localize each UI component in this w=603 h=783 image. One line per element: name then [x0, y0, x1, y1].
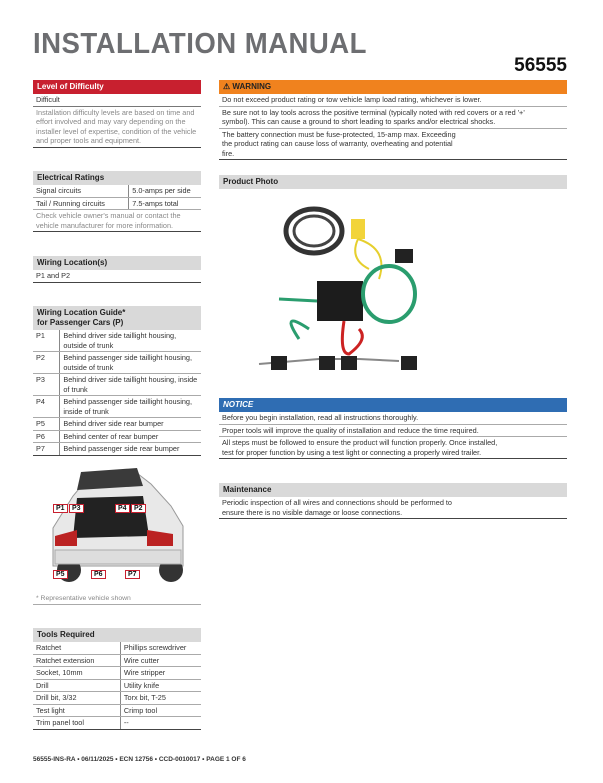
warning-line: Do not exceed product rating or tow vehicle lamp load rating, whichever is lower.	[219, 94, 567, 107]
cell: P7	[33, 443, 60, 456]
cell: Behind driver side taillight housing, inside of trunk	[60, 374, 201, 396]
warning-section	[219, 80, 567, 160]
cell: Behind passenger side taillight housing, inside of trunk	[60, 396, 201, 418]
car-caption: * Representative vehicle shown	[33, 594, 201, 605]
table-row	[33, 352, 201, 374]
location-label: P5	[53, 570, 68, 579]
table-row	[33, 418, 201, 431]
wiring-guide-section	[33, 306, 201, 456]
cell: Drill	[33, 679, 120, 692]
wiring-location-section	[33, 256, 201, 283]
cell: Behind driver side taillight housing, outside of trunk	[60, 330, 201, 352]
maintenance-section	[219, 483, 567, 519]
location-label: P3	[69, 504, 84, 513]
cell: P2	[33, 352, 60, 374]
maintenance-text: Periodic inspection of all wires and connections should be performed to ensure there is no visible damage or loose connections.	[219, 497, 567, 519]
tools-table	[33, 642, 201, 730]
notice-heading: NOTICE	[219, 398, 567, 412]
table-row	[33, 430, 201, 443]
wiring-location-heading: Wiring Location(s)	[33, 256, 201, 270]
cell: --	[120, 717, 201, 730]
cell: Torx bit, T-25	[120, 692, 201, 705]
cell: Behind center of rear bumper	[60, 430, 201, 443]
cell: Wire cutter	[120, 654, 201, 667]
cell: Trim panel tool	[33, 717, 120, 730]
heading-line: for Passenger Cars (P)	[37, 318, 124, 327]
cell: Ratchet	[33, 642, 120, 654]
difficulty-level: Difficult	[33, 94, 201, 107]
cell: P4	[33, 396, 60, 418]
notice-section	[219, 398, 567, 459]
cell: Wire stripper	[120, 667, 201, 680]
cell: Drill bit, 3/32	[33, 692, 120, 705]
car-illustration	[33, 466, 201, 592]
location-label: P2	[131, 504, 146, 513]
maintenance-heading: Maintenance	[219, 483, 567, 497]
warning-line: The battery connection must be fuse-protected, 15-amp max. Exceeding the product rating can cause loss of warranty, overheating and potential fire.	[219, 129, 567, 161]
table-row	[33, 443, 201, 456]
table-row	[33, 704, 201, 717]
warning-icon: ⚠	[223, 82, 233, 91]
tools-section	[33, 628, 201, 730]
table-row	[33, 667, 201, 680]
cell: Signal circuits	[33, 185, 129, 197]
electrical-table	[33, 185, 201, 210]
page-title: INSTALLATION MANUAL	[33, 28, 367, 60]
table-row	[33, 679, 201, 692]
cell: Behind passenger side taillight housing, outside of trunk	[60, 352, 201, 374]
cell: Crimp tool	[120, 704, 201, 717]
heading-line: Wiring Location Guide*	[37, 308, 126, 317]
difficulty-section	[33, 80, 201, 148]
electrical-section	[33, 171, 201, 232]
notice-line: All steps must be followed to ensure the product will function properly. Once installed, test for proper function by using a test light or connecting a properly wired trailer.	[219, 437, 567, 459]
cell: 5.0-amps per side	[129, 185, 201, 197]
location-label: P4	[115, 504, 130, 513]
table-row	[33, 197, 201, 210]
cell: 7.5-amps total	[129, 197, 201, 210]
electrical-heading: Electrical Ratings	[33, 171, 201, 185]
warning-heading-label: WARNING	[232, 82, 272, 91]
location-label: P1	[53, 504, 68, 513]
table-row	[33, 642, 201, 654]
location-label: P7	[125, 570, 140, 579]
cell: P5	[33, 418, 60, 431]
table-row	[33, 374, 201, 396]
table-row	[33, 717, 201, 730]
tools-heading: Tools Required	[33, 628, 201, 642]
cell: P6	[33, 430, 60, 443]
wiring-location-value: P1 and P2	[33, 270, 201, 283]
footer: 56555-INS-RA • 06/11/2025 • ECN 12756 • CCD-0010017 • PAGE 1 OF 6	[33, 756, 246, 763]
product-photo-heading: Product Photo	[219, 175, 567, 189]
cell: Tail / Running circuits	[33, 197, 129, 210]
cell: Behind driver side rear bumper	[60, 418, 201, 431]
warning-heading	[219, 80, 567, 94]
table-row	[33, 654, 201, 667]
part-number: 56555	[514, 55, 567, 76]
warning-line: Be sure not to lay tools across the positive terminal (typically noted with red covers or a red '+' symbol). This can cause a ground to short leading to sparks and/or electrical shocks.	[219, 107, 567, 129]
wiring-guide-table	[33, 330, 201, 456]
table-row	[33, 185, 201, 197]
cell: Utility knife	[120, 679, 201, 692]
notice-line: Before you begin installation, read all instructions thoroughly.	[219, 412, 567, 425]
cell: Socket, 10mm	[33, 667, 120, 680]
cell: Behind passenger side rear bumper	[60, 443, 201, 456]
difficulty-description: Installation difficulty levels are based on time and effort involved and may vary depending on the installer level of expertise, condition of the vehicle and proper tools and equipment.	[33, 107, 201, 148]
table-row	[33, 396, 201, 418]
product-photo-section	[219, 175, 567, 379]
difficulty-heading: Level of Difficulty	[33, 80, 201, 94]
electrical-note: Check vehicle owner's manual or contact the vehicle manufacturer for more information.	[33, 210, 201, 232]
wiring-guide-heading	[33, 306, 201, 330]
cell: Test light	[33, 704, 120, 717]
cell: P1	[33, 330, 60, 352]
table-row	[33, 330, 201, 352]
cell: Ratchet extension	[33, 654, 120, 667]
cell: Phillips screwdriver	[120, 642, 201, 654]
table-row	[33, 692, 201, 705]
cell: P3	[33, 374, 60, 396]
notice-line: Proper tools will improve the quality of installation and reduce the time required.	[219, 425, 567, 438]
product-photo	[219, 189, 567, 374]
location-label: P6	[91, 570, 106, 579]
